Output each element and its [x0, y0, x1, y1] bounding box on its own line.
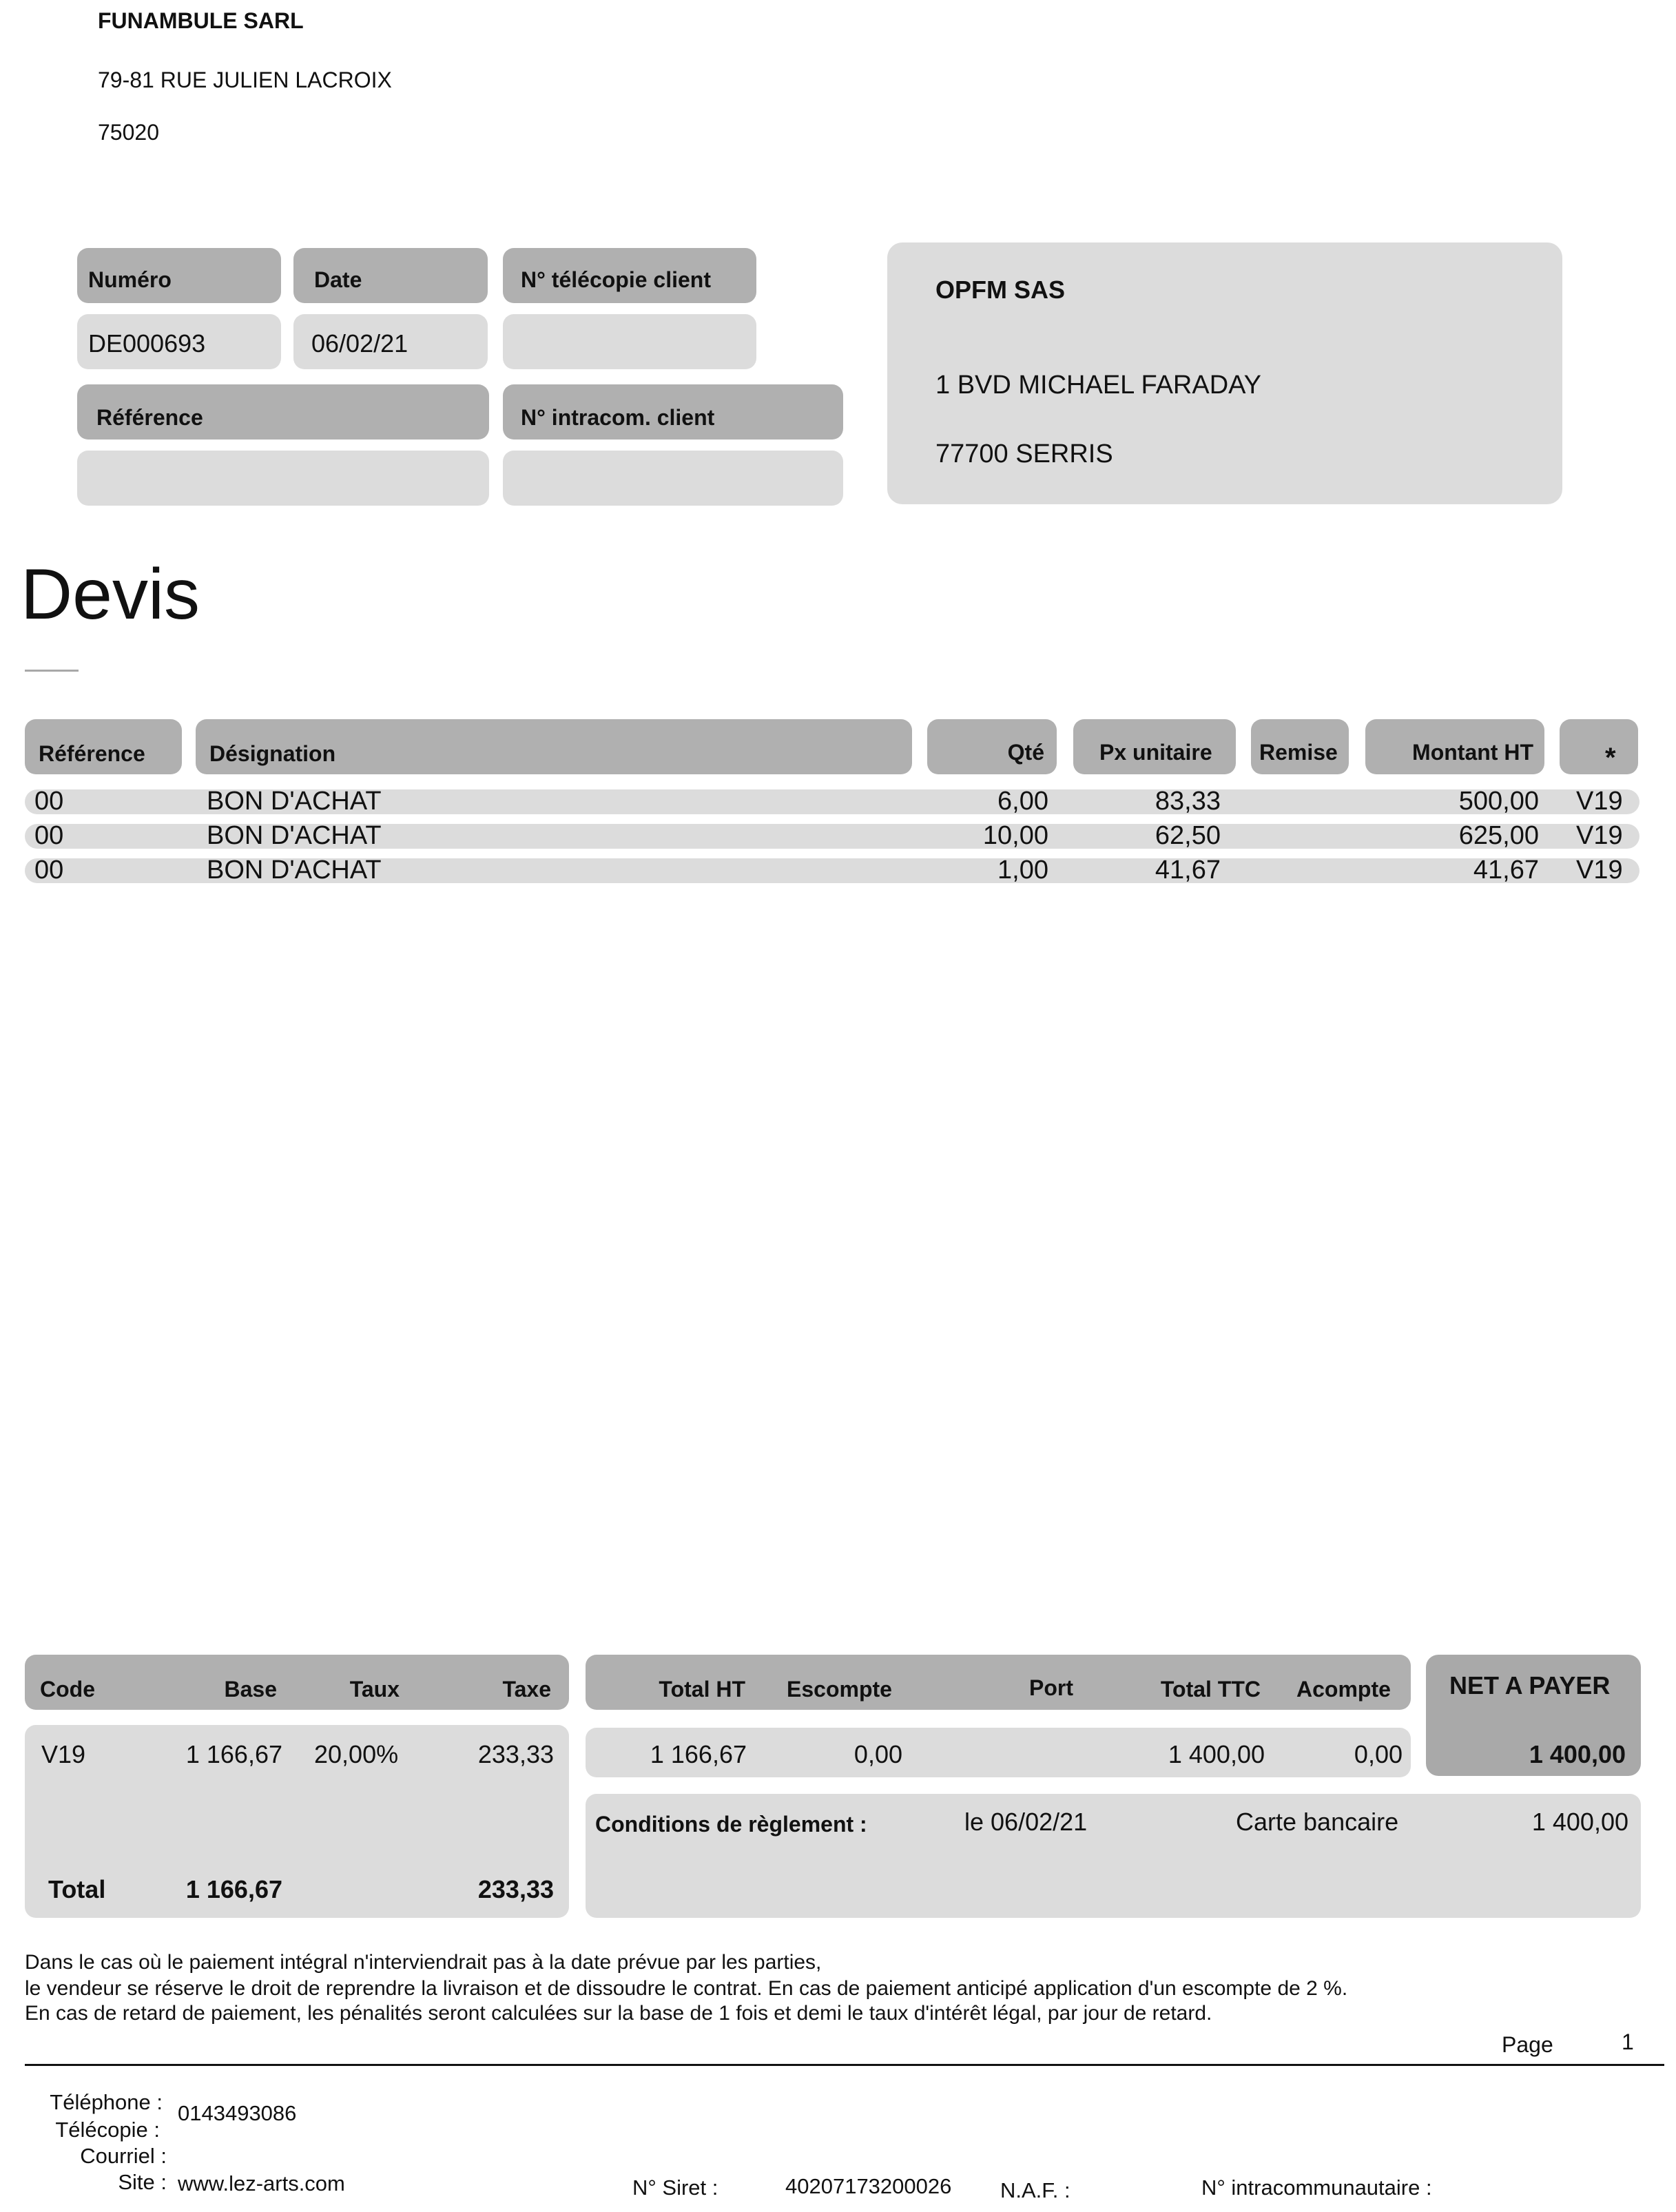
numero-value: DE000693	[88, 329, 206, 358]
row-reference: 00	[34, 787, 64, 816]
payment-amount: 1 400,00	[1531, 1808, 1628, 1836]
client-name: OPFM SAS	[935, 276, 1066, 304]
intracom-label: N° intracom. client	[521, 405, 715, 430]
tax-col-taux: Taux	[349, 1677, 400, 1702]
tax-total-taxe: 233,33	[477, 1875, 554, 1903]
col-montant-label: Montant HT	[1412, 740, 1533, 765]
net-label: NET A PAYER	[1449, 1671, 1611, 1699]
col-reference-label: Référence	[39, 741, 145, 766]
total-ht-value: 1 166,67	[650, 1740, 747, 1768]
site-label: Site :	[118, 2170, 167, 2194]
col-code-header	[1560, 719, 1638, 774]
row-designation: BON D'ACHAT	[207, 787, 382, 816]
legal-line-1: Dans le cas où le paiement intégral n'interviendrait pas à la date prévue par les parties,	[25, 1951, 822, 1974]
intracom-footer-label: N° intracommunautaire :	[1201, 2175, 1432, 2200]
row-pu: 83,33	[1155, 787, 1221, 816]
tax-col-code: Code	[40, 1677, 95, 1702]
fax-field	[503, 314, 756, 369]
row-qte: 1,00	[997, 856, 1048, 885]
row-reference: 00	[34, 856, 64, 885]
site-link[interactable]: www.lez-arts.com	[178, 2171, 345, 2195]
row-code: V19	[1576, 821, 1623, 850]
legal-line-2: le vendeur se réserve le droit de reprendre la livraison et de dissoudre le contrat. En cas de paiement anticipé application d'un escompte de 2 %.	[25, 1977, 1348, 2000]
acompte-value: 0,00	[1354, 1740, 1403, 1768]
client-address: 1 BVD MICHAEL FARADAY	[935, 371, 1262, 400]
tax-total-base: 1 166,67	[185, 1875, 282, 1903]
col-remise-label: Remise	[1259, 740, 1338, 765]
row-pu: 62,50	[1155, 821, 1221, 850]
row-designation: BON D'ACHAT	[207, 821, 382, 850]
intracom-field	[503, 451, 843, 506]
net-value: 1 400,00	[1529, 1740, 1626, 1768]
document-title: Devis	[21, 555, 200, 634]
page-number: 1	[1622, 2029, 1634, 2054]
naf-label: N.A.F. :	[1000, 2178, 1070, 2202]
escompte-value: 0,00	[853, 1740, 902, 1768]
escompte-label: Escompte	[787, 1677, 892, 1702]
tax-total-label: Total	[48, 1875, 106, 1903]
seller-address: 79-81 RUE JULIEN LACROIX	[98, 68, 392, 92]
tax-col-base: Base	[224, 1677, 277, 1702]
row-montant: 500,00	[1458, 787, 1539, 816]
page-label: Page	[1502, 2032, 1553, 2057]
row-qte: 6,00	[997, 787, 1048, 816]
acompte-label: Acompte	[1296, 1677, 1391, 1702]
row-montant: 41,67	[1473, 856, 1539, 885]
row-code: V19	[1576, 787, 1623, 816]
col-qte-label: Qté	[1007, 740, 1044, 765]
row-pu: 41,67	[1155, 856, 1221, 885]
reference-field	[77, 451, 489, 506]
tax-row-taxe: 233,33	[477, 1740, 554, 1768]
client-city: 77700 SERRIS	[935, 440, 1113, 468]
tax-row-base: 1 166,67	[185, 1740, 282, 1768]
row-reference: 00	[34, 821, 64, 850]
col-designation-label: Désignation	[209, 741, 336, 766]
payment-label: Conditions de règlement :	[595, 1812, 867, 1837]
telecopie-label: Télécopie :	[55, 2118, 160, 2142]
row-designation: BON D'ACHAT	[207, 856, 382, 885]
payment-method: Carte bancaire	[1236, 1808, 1399, 1836]
seller-postal: 75020	[98, 120, 159, 145]
date-value: 06/02/21	[311, 329, 408, 358]
footer-divider	[25, 2064, 1664, 2066]
siret-value: 40207173200026	[785, 2174, 952, 2198]
tax-row-taux: 20,00%	[314, 1740, 399, 1768]
tax-col-taxe: Taxe	[502, 1677, 551, 1702]
row-montant: 625,00	[1458, 821, 1539, 850]
siret-label: N° Siret :	[632, 2175, 718, 2200]
legal-line-3: En cas de retard de paiement, les pénalités seront calculées sur la base de 1 fois et demi le taux d'intérêt légal, par jour de retard.	[25, 2002, 1212, 2025]
row-code: V19	[1576, 856, 1623, 885]
total-ht-label: Total HT	[659, 1677, 745, 1702]
col-pu-label: Px unitaire	[1099, 740, 1212, 765]
tax-row-code: V19	[41, 1740, 86, 1768]
total-ttc-label: Total TTC	[1160, 1677, 1261, 1702]
telephone-value: 0143493086	[178, 2101, 297, 2125]
col-code-label: *	[1605, 743, 1616, 773]
row-qte: 10,00	[982, 821, 1048, 850]
reference-label: Référence	[96, 405, 203, 430]
telephone-label: Téléphone :	[50, 2090, 163, 2114]
title-underline	[25, 670, 79, 672]
fax-label: N° télécopie client	[521, 267, 711, 292]
payment-date: le 06/02/21	[964, 1808, 1088, 1836]
numero-label: Numéro	[88, 267, 172, 292]
date-label: Date	[314, 267, 362, 292]
port-label: Port	[1029, 1675, 1073, 1700]
total-ttc-value: 1 400,00	[1168, 1740, 1265, 1768]
courriel-label: Courriel :	[80, 2144, 167, 2168]
seller-name: FUNAMBULE SARL	[98, 8, 304, 33]
